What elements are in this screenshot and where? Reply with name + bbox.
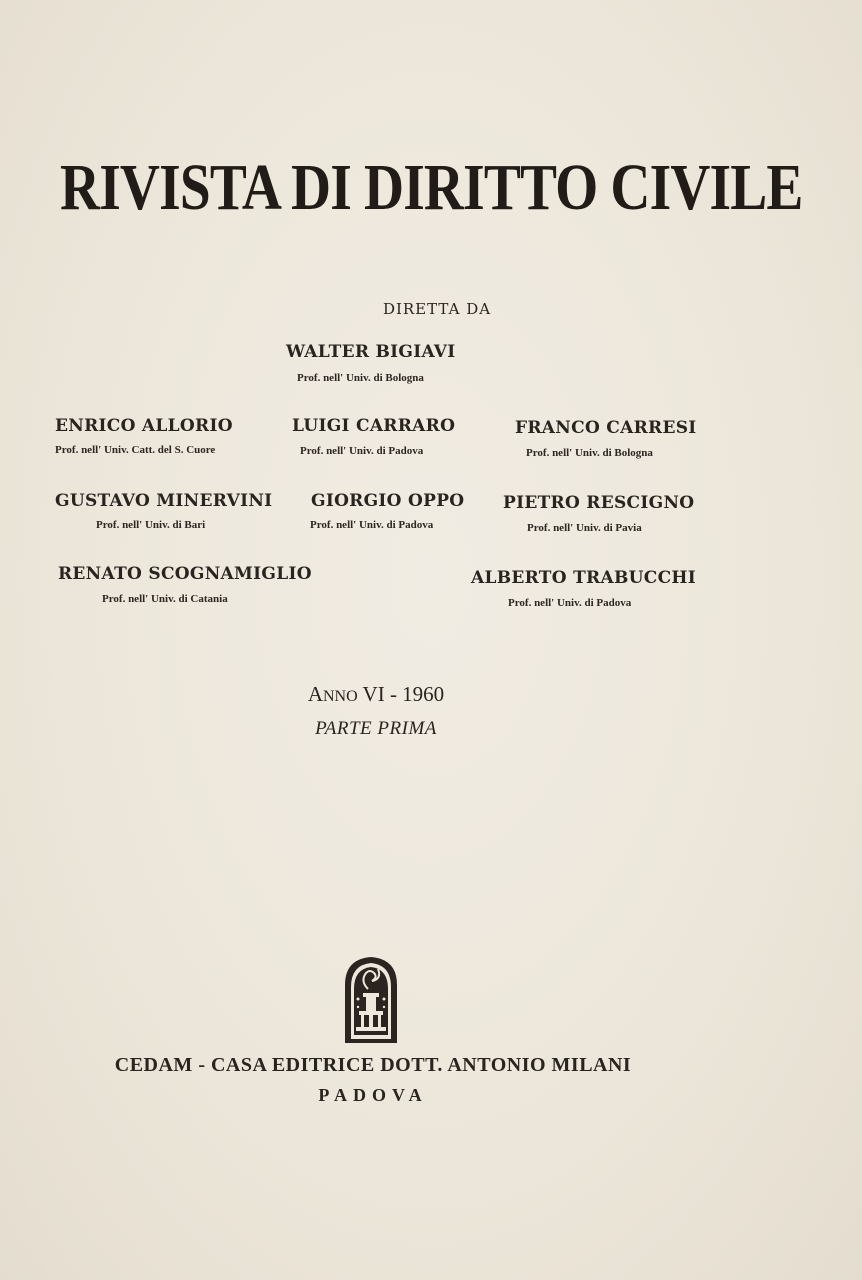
editor-name: GIORGIO OPPO	[311, 491, 465, 511]
issue-year: ANNO VI - 1960	[307, 682, 445, 706]
publisher-emblem-icon	[342, 955, 400, 1045]
editor-affiliation: Prof. nell' Univ. Catt. del S. Cuore	[55, 444, 216, 456]
editor-affiliation: Prof. nell' Univ. di Pavia	[527, 522, 642, 534]
editor-affiliation: Prof. nell' Univ. di Bari	[96, 519, 206, 531]
editor-name: ENRICO ALLORIO	[55, 416, 233, 436]
editor-name: FRANCO CARRESI	[515, 418, 697, 438]
issue-part: PARTE PRIMA	[315, 718, 437, 739]
editor-affiliation: Prof. nell' Univ. di Bologna	[526, 447, 653, 459]
publisher-name: CEDAM - CASA EDITRICE DOTT. ANTONIO MILANI	[114, 1054, 632, 1076]
directed-by-label: DIRETTA DA	[382, 300, 492, 318]
editor-name: RENATO SCOGNAMIGLIO	[58, 564, 312, 584]
editor-name: GUSTAVO MINERVINI	[55, 491, 273, 511]
editor-affiliation: Prof. nell' Univ. di Catania	[102, 593, 228, 605]
editor-name: PIETRO RESCIGNO	[503, 493, 695, 513]
editor-affiliation: Prof. nell' Univ. di Padova	[300, 445, 424, 457]
director-affiliation: Prof. nell' Univ. di Bologna	[297, 372, 424, 384]
editor-name: ALBERTO TRABUCCHI	[471, 568, 697, 588]
editor-affiliation: Prof. nell' Univ. di Padova	[508, 597, 632, 609]
journal-title: RIVISTA DI DIRITTO CIVILE	[60, 151, 803, 224]
director-name: WALTER BIGIAVI	[286, 342, 456, 362]
editor-name: LUIGI CARRARO	[292, 416, 456, 436]
publisher-city: PADOVA	[318, 1085, 428, 1105]
editor-affiliation: Prof. nell' Univ. di Padova	[310, 519, 434, 531]
